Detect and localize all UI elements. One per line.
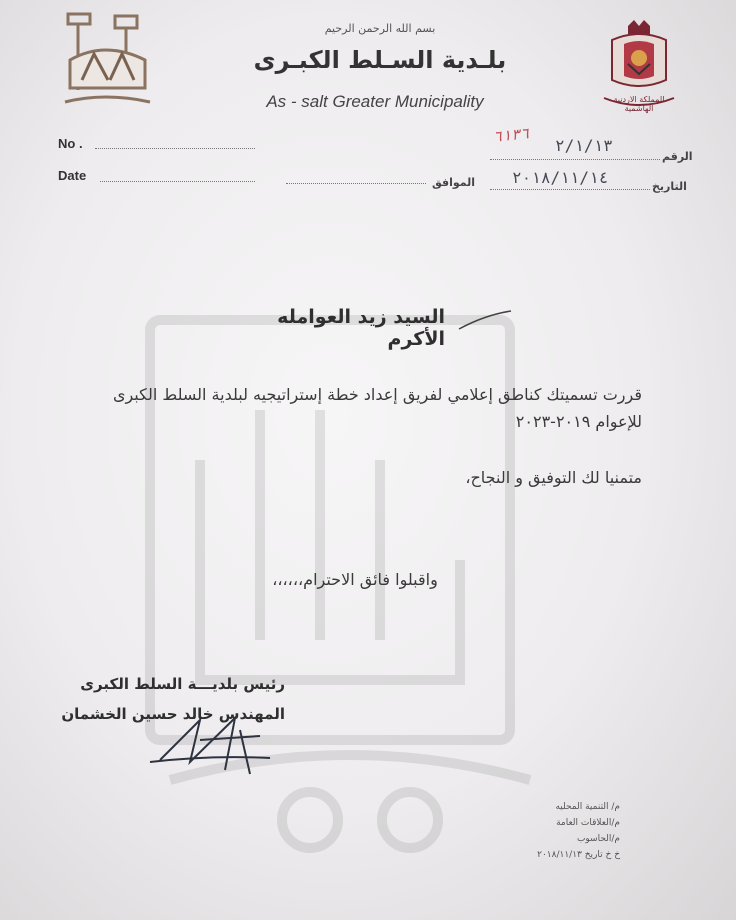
number-label-ar: الرقم [662, 150, 693, 163]
addressee-mark [455, 305, 515, 335]
number-handwritten: ٢/١/١٣ [555, 136, 613, 155]
date-dotted-line [100, 181, 255, 182]
date-handwritten: ٢٠١٨/١١/١٤ [512, 168, 609, 187]
signatory-name: المهندس خالد حسين الخشمان [61, 705, 285, 723]
cc-line-1: م/ التنمية المحليه [555, 802, 620, 812]
corresponding-label-ar: الموافق [432, 176, 476, 189]
no-dotted-line [95, 148, 255, 149]
cc-line-2: م/العلاقات العامة [556, 818, 620, 828]
letter-wish: متمنيا لك التوفيق و النجاح، [465, 468, 642, 487]
date-label: Date [58, 168, 87, 183]
cc-reference: خ خ تاريخ ٢٠١٨/١١/١٣ [537, 850, 620, 860]
cc-line-3: م/الحاسوب [576, 834, 620, 844]
signatory-title: رئيس بلديـــة السلط الكبرى [80, 675, 285, 693]
corresponding-dotted-line [286, 183, 426, 184]
date-dotted-line-ar [490, 189, 650, 190]
handwritten-signature [140, 700, 280, 780]
municipality-name-ar: بلـدية السـلط الكبـرى [253, 46, 507, 74]
number-stamp-red: ٦١٣٦ [492, 124, 530, 146]
number-dotted-line-ar [490, 159, 660, 160]
municipality-logo [60, 10, 155, 115]
basmala: بسم الله الرحمن الرحيم [324, 22, 436, 35]
letter-body: قررت تسميتك كناطق إعلامي لفريق إعداد خطة إستراتيجيه لبلدية السلط الكبرى للإعوام ٢٠١٩-٢٠٢٣ [112, 385, 642, 431]
addressee: السيد زيد العوامله الأكرم [277, 306, 445, 350]
no-label: No . [58, 136, 83, 151]
letter-closing: واقبلوا فائق الاحترام،،،،،، [272, 570, 438, 589]
emblem-caption: المملكة الاردنية الهاشمية [613, 95, 665, 113]
date-label-ar: التاريخ [652, 180, 687, 193]
municipality-name-en: As - salt Greater Municipality [266, 92, 484, 111]
